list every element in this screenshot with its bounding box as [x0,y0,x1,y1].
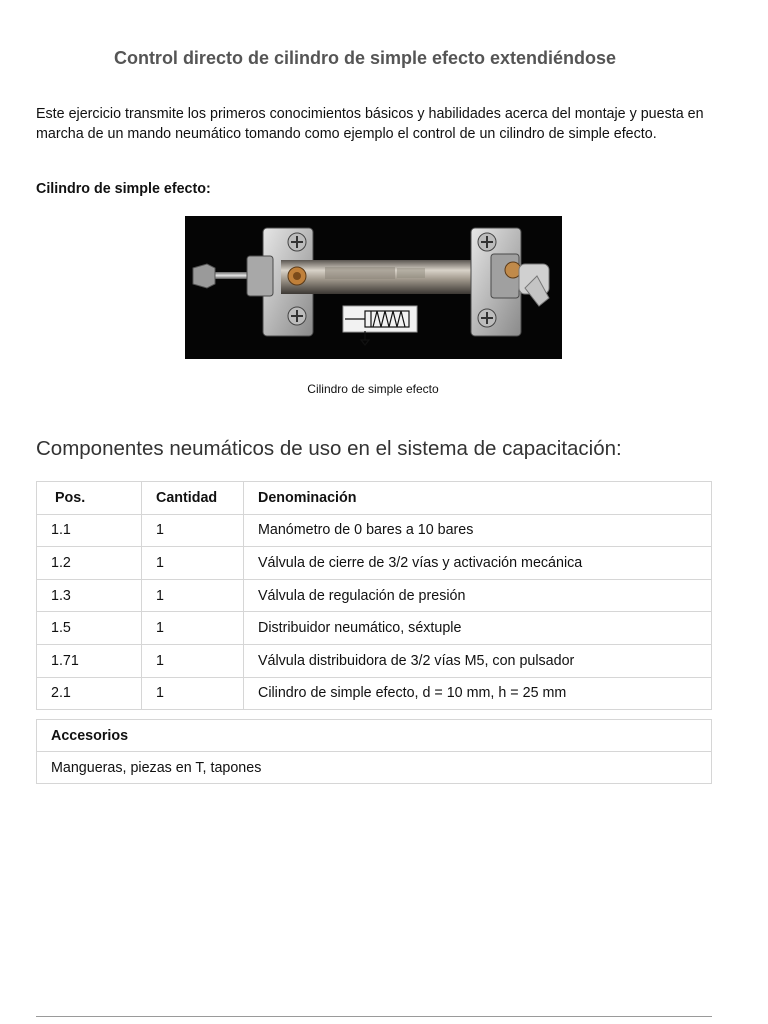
cell-pos: 1.2 [37,547,142,580]
cylinder-photo [185,216,562,359]
cell-cantidad: 1 [142,644,244,677]
image-caption: Cilindro de simple efecto [307,382,439,396]
cell-denominacion: Válvula de regulación de presión [244,579,712,612]
cell-cantidad: 1 [142,579,244,612]
table-row [37,547,712,580]
table-row [37,644,712,677]
table-row [37,514,712,547]
cylinder-heading: Cilindro de simple efecto: [36,181,211,197]
accessories-header: Accesorios [37,720,712,752]
cell-pos: 1.71 [37,644,142,677]
section-heading: Componentes neumáticos de uso en el sistema de capacitación: [36,437,622,460]
table-row [37,677,712,710]
document-title: Control directo de cilindro de simple efecto extendiéndose [113,48,617,68]
header-pos: Pos. [37,482,142,515]
table-row [37,612,712,645]
cell-denominacion: Válvula de cierre de 3/2 vías y activación mecánica [244,547,712,580]
cell-cantidad: 1 [142,547,244,580]
cell-denominacion: Cilindro de simple efecto, d = 10 mm, h = 25 mm [244,677,712,710]
cell-pos: 2.1 [37,677,142,710]
accessories-row [37,752,712,784]
components-table [36,481,712,710]
cell-denominacion: Distribuidor neumático, séxtuple [244,612,712,645]
cell-pos: 1.5 [37,612,142,645]
cell-pos: 1.3 [37,579,142,612]
cell-denominacion: Válvula distribuidora de 3/2 vías M5, con pulsador [244,644,712,677]
cell-denominacion: Manómetro de 0 bares a 10 bares [244,514,712,547]
accessories-value: Mangueras, piezas en T, tapones [37,752,712,784]
accessories-table [36,719,712,784]
intro-paragraph: Este ejercicio transmite los primeros conocimientos básicos y habilidades acerca del montaje y puesta en marcha de un mando neumático tomando como ejemplo el control de un cilindro de simple efecto. [36,106,704,142]
cell-pos: 1.1 [37,514,142,547]
table-header-row [37,482,712,515]
cell-cantidad: 1 [142,514,244,547]
header-cantidad: Cantidad [142,482,244,515]
footer-divider [36,1016,712,1017]
cell-cantidad: 1 [142,612,244,645]
table-row [37,579,712,612]
cell-cantidad: 1 [142,677,244,710]
header-denominacion: Denominación [244,482,712,515]
accessories-header-row [37,720,712,752]
